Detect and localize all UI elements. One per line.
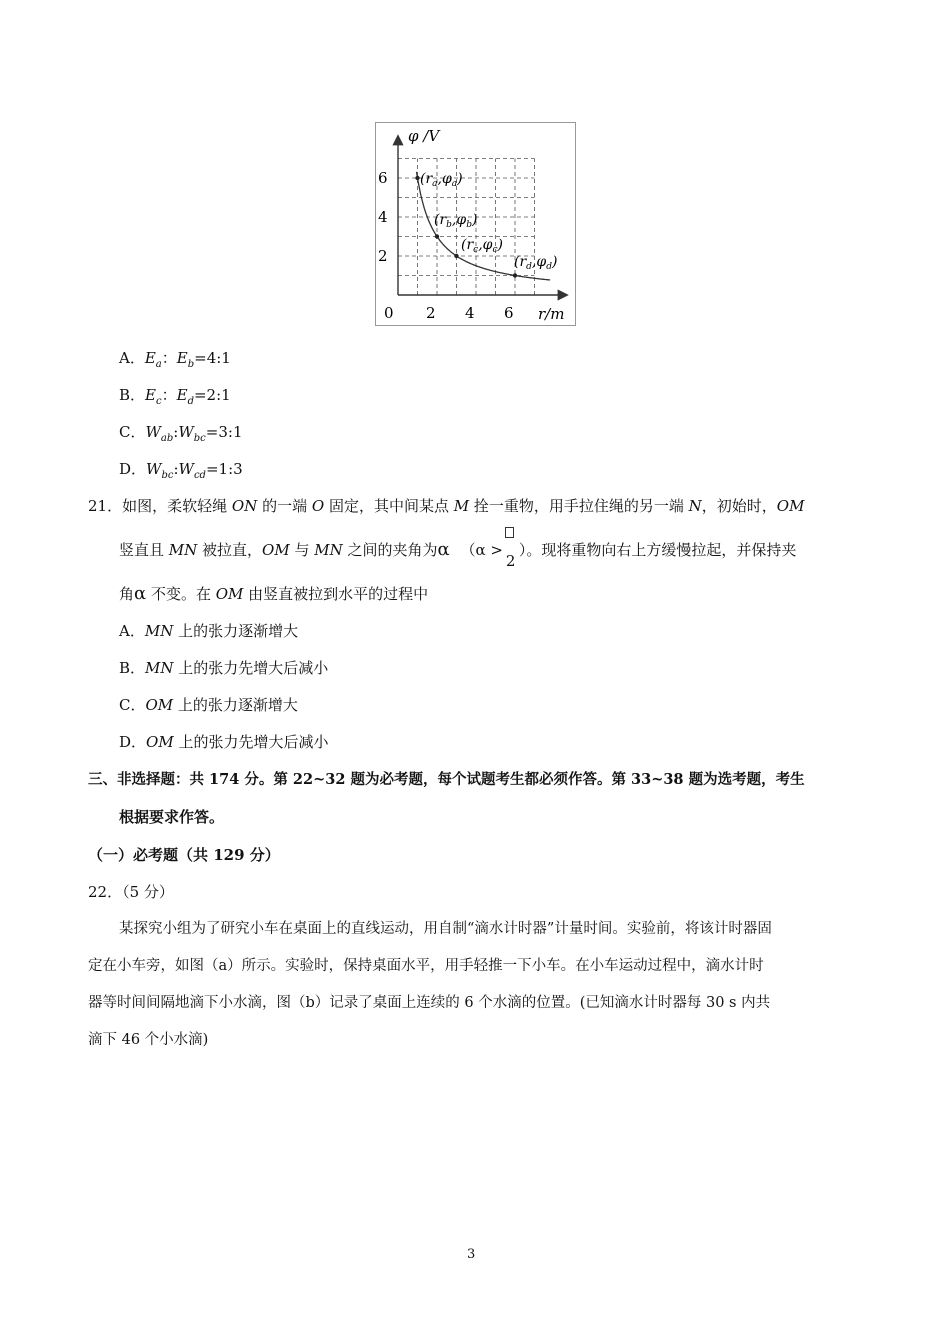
q20-option-b: B．$E_c$：$E_d=2:1$	[119, 386, 231, 407]
y-axis-label: φ /V	[408, 127, 440, 145]
q21-option-a: A．MN 上的张力逐渐增大	[119, 622, 299, 640]
q21-option-d: D．OM 上的张力先增大后减小	[119, 733, 329, 751]
x-tick-6: 6	[504, 304, 514, 322]
point-a-label: $(r_a,\varphi_a)$	[420, 171, 463, 189]
graph-svg	[376, 123, 575, 325]
potential-graph	[375, 122, 576, 326]
point-c-label: $(r_c,\varphi_c)$	[461, 237, 503, 255]
origin-label: 0	[384, 304, 394, 322]
q22-header: 22．（5 分）	[88, 883, 174, 901]
section-required-heading: （一）必考题（共 129 分）	[88, 846, 280, 864]
data-point-b	[435, 234, 439, 238]
section-3-heading-line-1: 三、非选择题：共 174 分。第 22~32 题为必考题，每个试题考生都必须作答。第 33~38 题为选考题，考生	[88, 771, 805, 788]
missing-glyph-box	[505, 527, 514, 538]
data-point-d	[513, 273, 517, 277]
q21-option-b: B．MN 上的张力先增大后减小	[119, 659, 329, 677]
q21-line-3: 角α 不变。在 OM 由竖直被拉到水平的过程中	[119, 583, 429, 604]
q21-line-2: 竖直且 MN 被拉直，OM 与 MN 之间的夹角为α （α > 2 ）。现将重物向右上方缓慢拉起，并保持夹	[119, 540, 796, 561]
page-number: 3	[467, 1247, 476, 1262]
data-point-c	[454, 254, 458, 258]
y-tick-2: 2	[378, 247, 388, 265]
q21-line-1: 21．如图，柔软轻绳 ON 的一端 O 固定，其中间某点 M 拴一重物，用手拉住绳的另一端 N，初始时，OM	[88, 497, 805, 515]
q20-option-c: C．$W_{ab}:W_{bc}=3:1$	[119, 423, 243, 444]
y-tick-6: 6	[378, 169, 388, 187]
q22-paragraph-line-3: 器等时间间隔地滴下小水滴，图（b）记录了桌面上连续的 6 个水滴的位置。(已知滴水计时器每 30 s 内共	[88, 995, 771, 1011]
q21-option-c: C．OM 上的张力逐渐增大	[119, 696, 298, 714]
point-d-label: $(r_d,\varphi_d)$	[514, 254, 558, 272]
q20-option-a: A．$E_a$：$E_b=4:1$	[119, 349, 231, 370]
x-tick-4: 4	[465, 304, 475, 322]
y-tick-4: 4	[378, 208, 388, 226]
q22-paragraph-line-2: 定在小车旁，如图（a）所示。实验时，保持桌面水平，用手轻推一下小车。在小车运动过程中，滴水计时	[88, 958, 764, 974]
q20-option-d: D．$W_{bc}:W_{cd}=1:3$	[119, 460, 243, 481]
q22-paragraph-line-1: 某探究小组为了研究小车在桌面上的直线运动，用自制“滴水计时器”计量时间。实验前，将该计时器固	[119, 921, 772, 937]
x-tick-2: 2	[426, 304, 436, 322]
q22-paragraph-line-4: 滴下 46 个小水滴)	[88, 1032, 209, 1048]
pi-over-2-fraction: 2	[503, 541, 519, 561]
section-3-heading-line-2: 根据要求作答。	[119, 808, 225, 826]
point-b-label: $(r_b,\varphi_b)$	[434, 212, 478, 230]
x-axis-label: r/m	[538, 305, 565, 323]
